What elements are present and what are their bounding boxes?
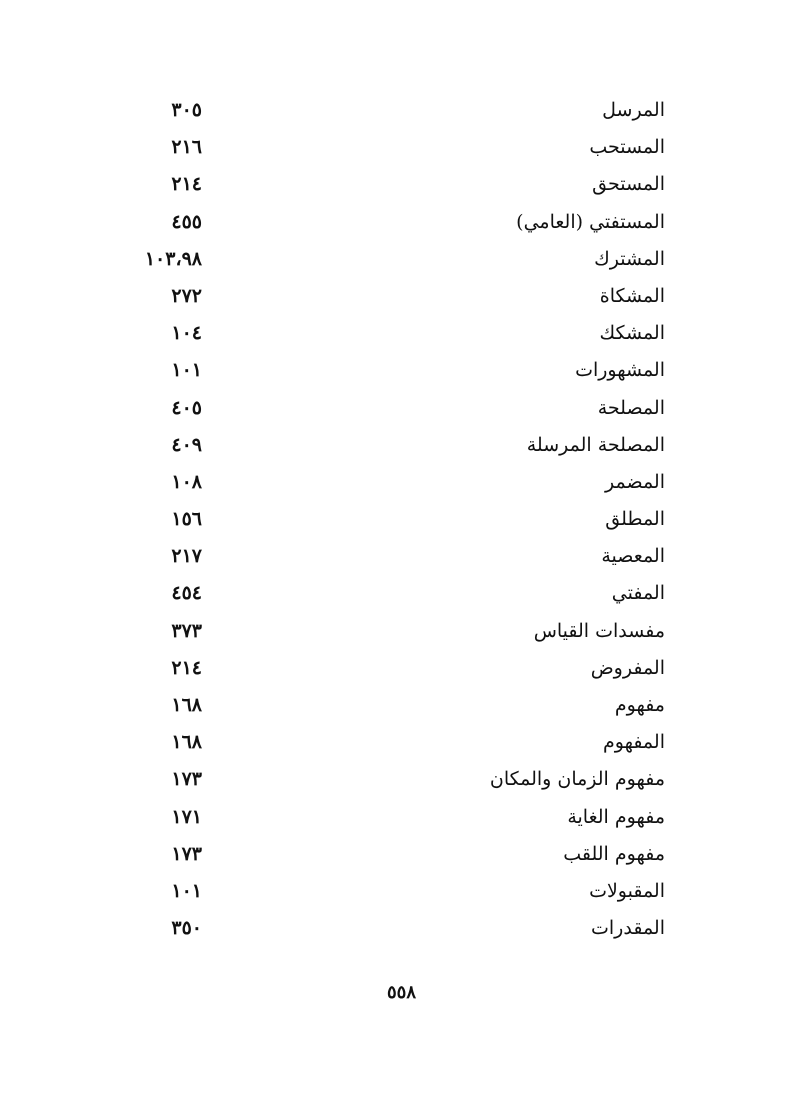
- index-term: المشكاة: [599, 284, 665, 307]
- index-page-ref: ١٠١: [171, 359, 202, 382]
- index-page-ref: ٣٧٣: [171, 619, 202, 642]
- index-entry: [120, 129, 665, 166]
- index-entry: [120, 873, 665, 910]
- index-page-ref: ٤٠٥: [171, 396, 202, 419]
- index-page-ref: ٣٥٠: [171, 917, 202, 940]
- index-entry: [120, 650, 665, 687]
- index-entry: [120, 204, 665, 241]
- index-term: المرسل: [602, 99, 665, 121]
- index-term: المستحق: [592, 173, 665, 196]
- index-term: مفهوم اللقب: [563, 842, 665, 865]
- index-entry: [120, 836, 665, 873]
- page-number: ٥٥٨: [386, 982, 416, 1003]
- index-page-ref: ١٥٦: [171, 508, 202, 531]
- index-term: المشكك: [599, 322, 665, 345]
- index-term: المفتي: [611, 582, 665, 605]
- index-entry: [120, 687, 665, 724]
- index-page-ref: ١٧٣: [171, 842, 202, 865]
- index-term: المشترك: [594, 247, 665, 270]
- index-entry: [120, 724, 665, 761]
- index-page-ref: ٤٥٥: [171, 210, 202, 233]
- index-page-ref: ١٦٨: [171, 694, 202, 716]
- index-term: المستفتي (العامي): [516, 210, 665, 233]
- index-page-ref: ٢١٧: [171, 545, 202, 568]
- index-page-ref: ٤٥٤: [171, 582, 202, 605]
- index-page-ref: ١٧١: [171, 805, 202, 828]
- index-entry: [120, 92, 665, 129]
- index-page-ref: ٢١٤: [171, 656, 202, 679]
- index-entry: [120, 352, 665, 389]
- index-term: المستحب: [589, 136, 665, 159]
- index-term: مفهوم الزمان والمكان: [489, 768, 665, 791]
- index-entry: [120, 910, 665, 947]
- index-term: مفسدات القياس: [533, 619, 665, 642]
- index-page-ref: ٢٧٢: [171, 284, 202, 307]
- index-entry: [120, 278, 665, 315]
- index-page-ref: ١٧٣: [171, 768, 202, 791]
- index-entry: [120, 464, 665, 501]
- index-term: مفهوم الغاية: [567, 805, 665, 828]
- index-page-ref: ١٠٨: [171, 470, 202, 493]
- index-entry: [120, 427, 665, 464]
- index-term: المضمر: [605, 470, 665, 493]
- index-page-ref: ١٦٨: [171, 731, 202, 754]
- index-entry: [120, 575, 665, 612]
- index-list: [120, 92, 665, 947]
- index-term: المصلحة: [597, 396, 665, 419]
- index-term: المفهوم: [602, 731, 665, 754]
- index-term: المقبولات: [589, 879, 665, 902]
- index-entry: [120, 538, 665, 575]
- index-term: المشهورات: [575, 359, 665, 382]
- index-term: مفهوم: [614, 694, 665, 716]
- index-term: المقدرات: [591, 917, 665, 940]
- index-entry: [120, 613, 665, 650]
- index-page-ref: ٢١٦: [171, 136, 202, 159]
- index-entry: [120, 166, 665, 203]
- index-entry: [120, 501, 665, 538]
- index-page-ref: ١٠٤: [171, 322, 202, 345]
- index-term: المصلحة المرسلة: [526, 433, 665, 456]
- index-page-ref: ١٠١: [171, 879, 202, 902]
- index-entry: [120, 390, 665, 427]
- index-entry: [120, 241, 665, 278]
- index-page-ref: ٣٠٥: [171, 99, 202, 121]
- index-entry: [120, 761, 665, 798]
- index-term: المطلق: [605, 508, 665, 531]
- index-page-ref: ٤٠٩: [171, 433, 202, 456]
- index-entry: [120, 315, 665, 352]
- index-page-ref: ١٠٣،٩٨: [144, 247, 202, 270]
- index-term: المفروض: [590, 656, 665, 679]
- index-entry: [120, 799, 665, 836]
- index-term: المعصية: [601, 545, 665, 568]
- index-page-ref: ٢١٤: [171, 173, 202, 196]
